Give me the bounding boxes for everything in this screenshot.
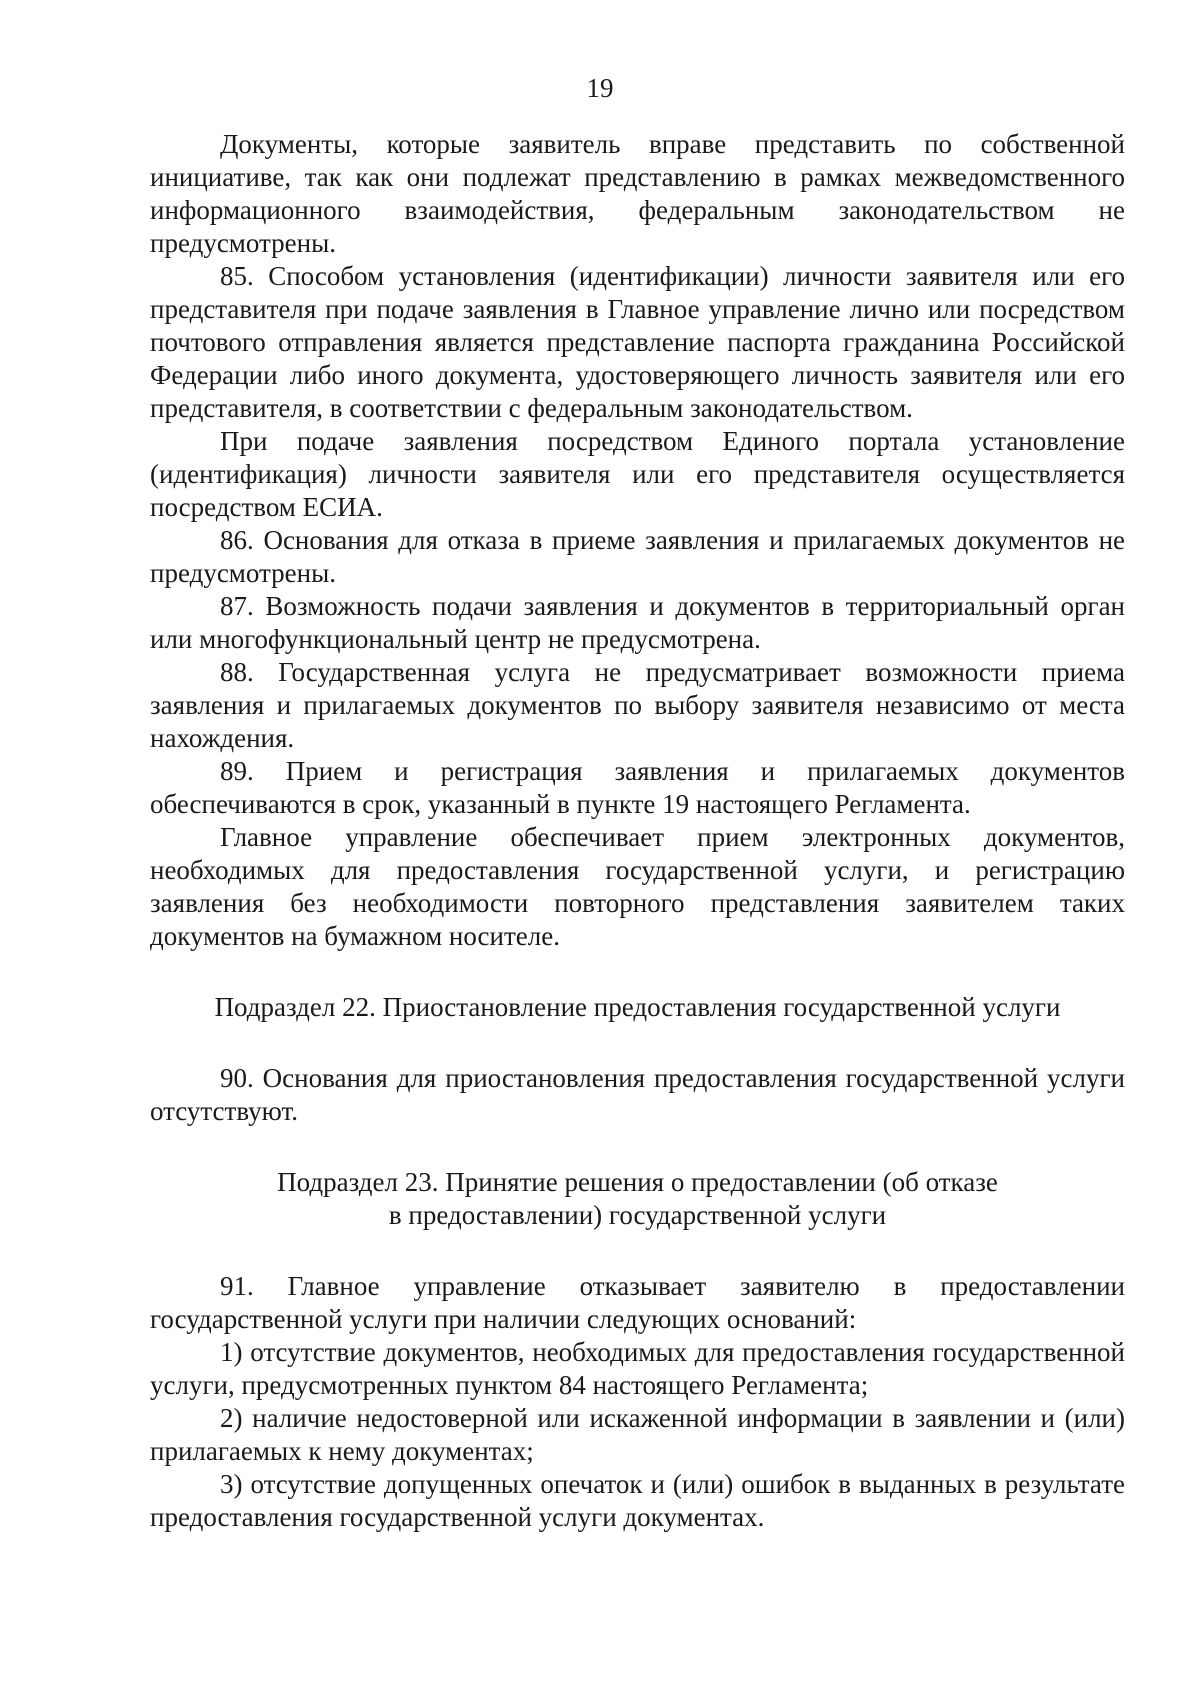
subsection-22-heading: Подраздел 22. Приостановление предоставления государственной услуги — [214, 992, 1061, 1022]
document-body — [150, 128, 1125, 1534]
paragraph-88: 88. Государственная услуга не предусматривает возможности приема заявления и прилагаемых документов по выбору заявителя независимо от места нахождения. — [150, 657, 1125, 753]
paragraph-85-esia: При подаче заявления посредством Единого портала установление (идентификация) личности заявителя или его представителя осуществляется посредством ЕСИА. — [150, 426, 1125, 522]
list-item-3: 3) отсутствие допущенных опечаток и (или) ошибок в выданных в результате предоставления государственной услуги документах. — [150, 1469, 1125, 1532]
subsection-23-heading-line-2: в предоставлении) государственной услуги — [388, 1200, 887, 1230]
subsection-23-heading — [150, 1166, 1125, 1232]
subsection-23-heading-line-1: Подраздел 23. Принятие решения о предоставлении (об отказе — [277, 1167, 998, 1197]
paragraph-89-electronic-documents: Главное управление обеспечивает прием электронных документов, необходимых для предоставления государственной услуги, и регистрацию заявления без необходимости повторного представления заявителем таких документов на бумажном носителе. — [150, 822, 1125, 951]
paragraph-86: 86. Основания для отказа в приеме заявления и прилагаемых документов не предусмотрены. — [150, 525, 1125, 588]
paragraph-91: 91. Главное управление отказывает заявителю в предоставлении государственной услуги при наличии следующих оснований: — [150, 1271, 1125, 1334]
paragraph-documents-own-initiative: Документы, которые заявитель вправе представить по собственной инициативе, так как они подлежат представлению в рамках межведомственного информационного взаимодействия, федеральным законодательством не предусмотрены. — [150, 129, 1125, 258]
paragraph-89: 89. Прием и регистрация заявления и прилагаемых документов обеспечиваются в срок, указанный в пункте 19 настоящего Регламента. — [150, 756, 1125, 819]
page-number: 19 — [586, 73, 614, 103]
list-item-1: 1) отсутствие документов, необходимых для предоставления государственной услуги, предусмотренных пунктом 84 настоящего Регламента; — [150, 1337, 1125, 1400]
paragraph-90: 90. Основания для приостановления предоставления государственной услуги отсутствуют. — [150, 1063, 1125, 1126]
paragraph-85: 85. Способом установления (идентификации) личности заявителя или его представителя при подаче заявления в Главное управление лично или посредством почтового отправления является представление паспорта гражданина Российской Федерации либо иного документа, удостоверяющего личность заявителя или его представителя, в соответствии с федеральным законодательством. — [150, 261, 1125, 423]
list-item-2: 2) наличие недостоверной или искаженной информации в заявлении и (или) прилагаемых к нему документах; — [150, 1403, 1125, 1466]
paragraph-87: 87. Возможность подачи заявления и документов в территориальный орган или многофункциональный центр не предусмотрена. — [150, 591, 1125, 654]
